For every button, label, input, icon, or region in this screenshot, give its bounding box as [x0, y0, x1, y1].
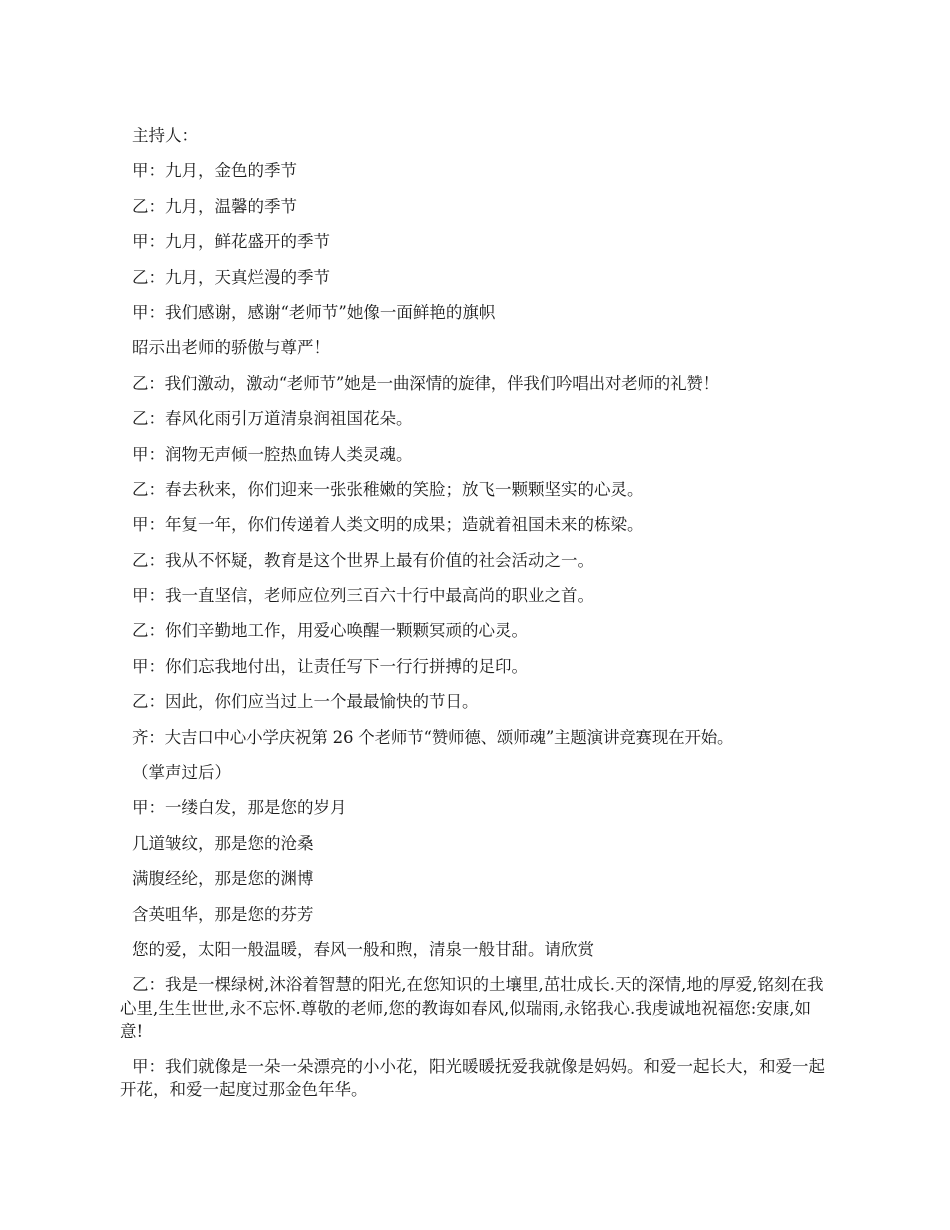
text-line: 乙：我从不怀疑，教育是这个世界上最有价值的社会活动之一。: [132, 550, 594, 570]
text-line: 乙：因此，你们应当过上一个最最愉快的节日。: [132, 692, 479, 712]
text-line: 满腹经纶，那是您的渊博: [132, 869, 314, 889]
text-line: 甲：年复一年，你们传递着人类文明的成果；造就着祖国未来的栋梁。: [132, 515, 644, 535]
text-line: 乙：你们辛勤地工作，用爱心唤醒一颗颗冥顽的心灵。: [132, 621, 528, 641]
text-line: 甲：润物无声倾一腔热血铸人类灵魂。: [132, 444, 413, 464]
text-line: 甲：我一直坚信，老师应位列三百六十行中最高尚的职业之首。: [132, 586, 594, 606]
text-line: 乙：九月，天真烂漫的季节: [132, 267, 330, 287]
text-line: 乙：春去秋来，你们迎来一张张稚嫩的笑脸；放飞一颗颗坚实的心灵。: [132, 479, 644, 499]
text-line: 乙：我们激动，激动“老师节”她是一曲深情的旋律，伴我们吟唱出对老师的礼赞！: [132, 373, 719, 393]
text-line: 甲：九月，鲜花盛开的季节: [132, 232, 330, 252]
text-line: 甲：九月，金色的季节: [132, 161, 297, 181]
text-line: 乙：九月，温馨的季节: [132, 196, 297, 216]
text-line: 含英咀华，那是您的芬芳: [132, 904, 314, 924]
text-line: 甲：你们忘我地付出，让责任写下一行行拼搏的足印。: [132, 656, 528, 676]
text-line: 主持人：: [132, 126, 198, 145]
text-paragraph: 乙：我是一棵绿树,沐浴着智慧的阳光,在您知识的土壤里,茁壮成长.天的深情,地的厚爱,铭刻在我心里,生生世世,永不忘怀.尊敬的老师,您的教诲如春风,似瑞雨,永铭我心.我虔诚地祝福您:安康,如意!: [120, 975, 824, 1042]
text-line: 昭示出老师的骄傲与尊严！: [132, 338, 330, 358]
text-paragraph: 甲：我们就像是一朵一朵漂亮的小小花，阳光暖暖抚爱我就像是妈妈。和爱一起长大，和爱一起开花，和爱一起度过那金色年华。: [120, 1056, 825, 1100]
text-line: 甲：一缕白发，那是您的岁月: [132, 798, 347, 818]
text-line: 甲：我们感谢，感谢“老师节”她像一面鲜艳的旗帜: [132, 302, 496, 322]
text-line: 几道皱纹，那是您的沧桑: [132, 833, 314, 853]
text-line: 您的爱，太阳一般温暖，春风一般和煦，清泉一般甘甜。请欣赏: [132, 939, 594, 959]
text-line: 齐：大吉口中心小学庆祝第 26 个老师节“赞师德、颂师魂”主题演讲竞赛现在开始。: [132, 727, 734, 747]
text-line: （掌声过后）: [132, 763, 231, 783]
document-body: [120, 124, 832, 1113]
text-line: 乙：春风化雨引万道清泉润祖国花朵。: [132, 409, 413, 429]
